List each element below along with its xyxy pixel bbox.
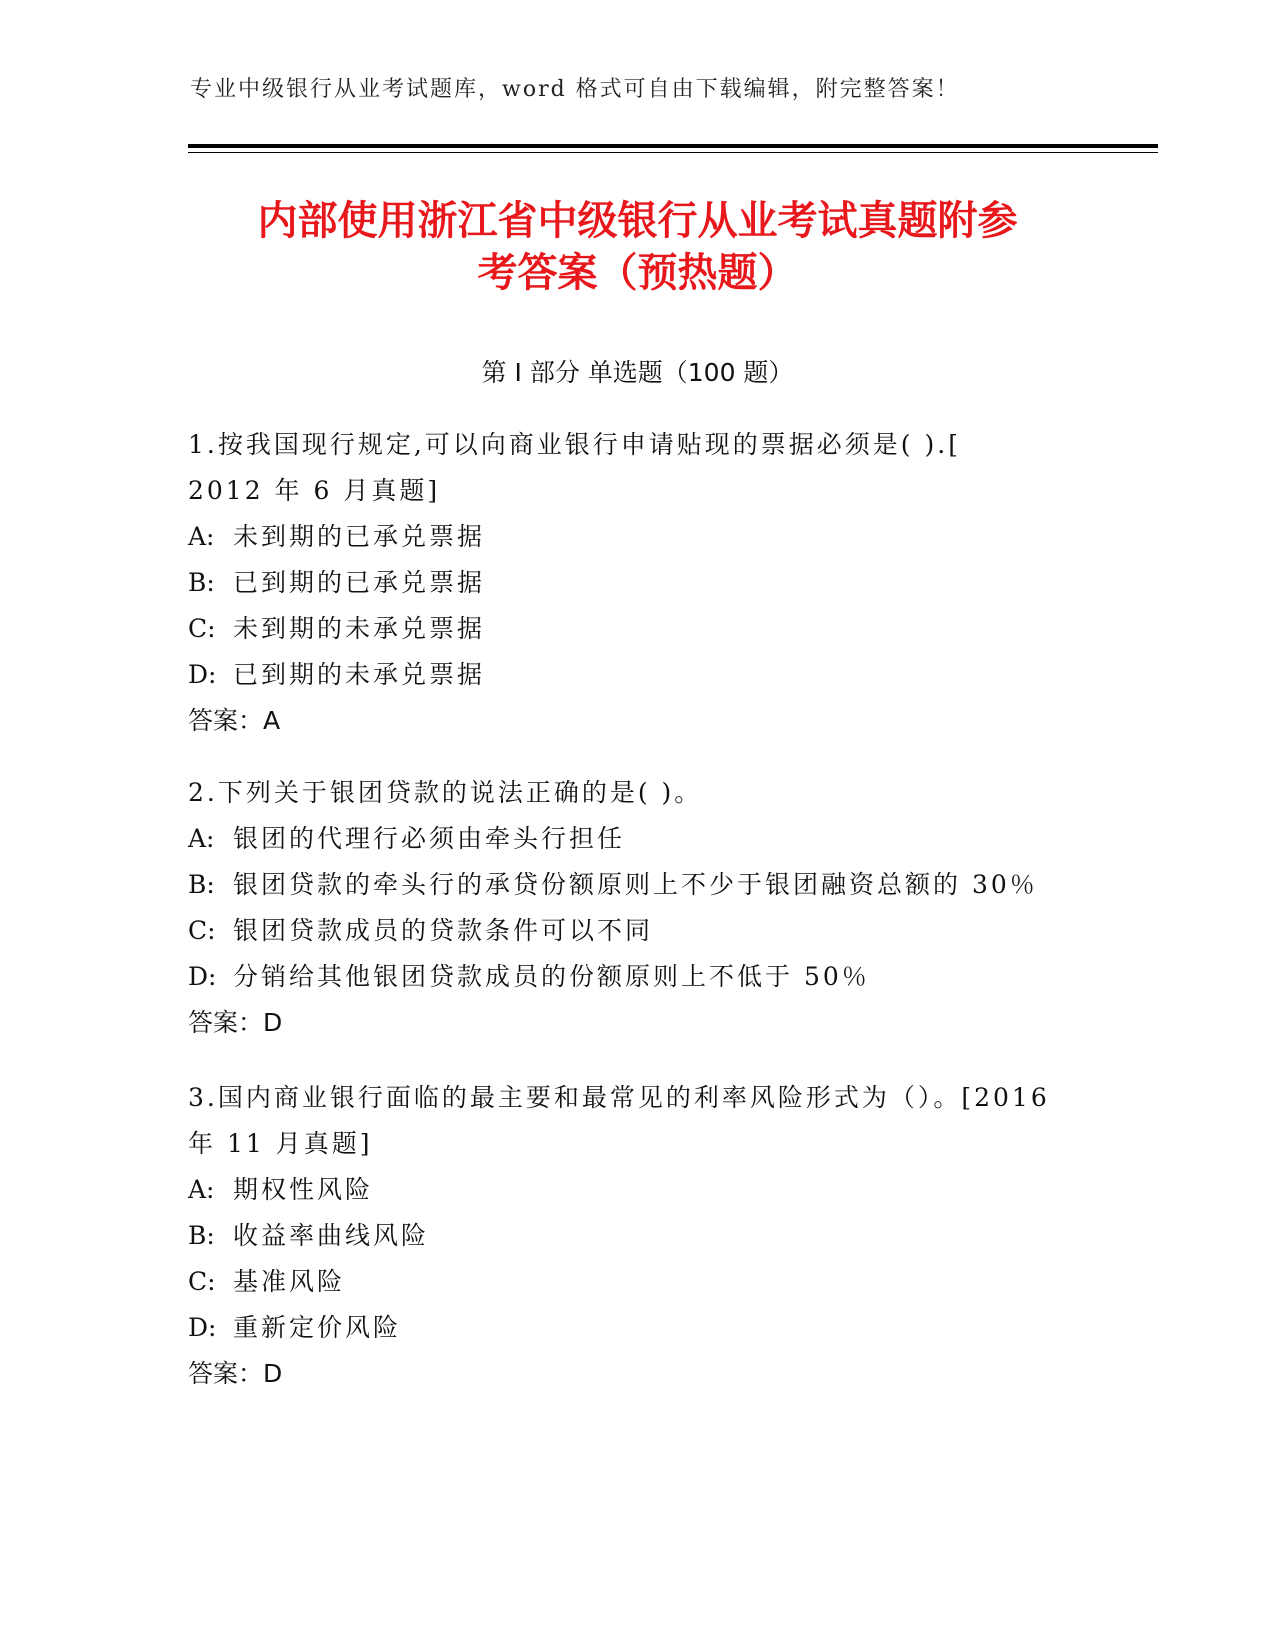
question-stem-line: 年 11 月真题]	[188, 1129, 373, 1158]
option-text: 未到期的已承兑票据	[233, 522, 486, 551]
option-text: 银团的代理行必须由牵头行担任	[233, 824, 626, 853]
option-key: C:	[188, 614, 216, 643]
document-title	[160, 195, 1115, 299]
option-text: 银团贷款成员的贷款条件可以不同	[233, 916, 654, 945]
option-d	[188, 954, 1088, 1000]
option-key: C:	[188, 1267, 216, 1296]
option-text: 基准风险	[233, 1267, 346, 1296]
answer: 答案：A	[188, 706, 281, 735]
option-key: C:	[188, 916, 216, 945]
option-a	[188, 1167, 1088, 1213]
option-key: A:	[188, 522, 215, 551]
option-key: A:	[188, 824, 215, 853]
option-key: D:	[188, 660, 217, 689]
header-divider-thick	[188, 144, 1158, 148]
option-d	[188, 1305, 1088, 1351]
option-c	[188, 1259, 1088, 1305]
question-stem-line: 1.按我国现行规定,可以向商业银行申请贴现的票据必须是( ).[	[188, 430, 961, 459]
answer: 答案：D	[188, 1359, 283, 1388]
option-text: 银团贷款的牵头行的承贷份额原则上不少于银团融资总额的 30％	[233, 870, 1038, 899]
option-key: B:	[188, 568, 215, 597]
question-2	[188, 770, 1088, 1046]
option-text: 分销给其他银团贷款成员的份额原则上不低于 50％	[233, 962, 870, 991]
option-b	[188, 1213, 1088, 1259]
option-text: 已到期的已承兑票据	[233, 568, 486, 597]
option-a	[188, 514, 1088, 560]
option-text: 收益率曲线风险	[233, 1221, 430, 1250]
option-b	[188, 862, 1088, 908]
option-key: B:	[188, 1221, 215, 1250]
option-c	[188, 908, 1088, 954]
option-key: B:	[188, 870, 215, 899]
answer: 答案：D	[188, 1008, 283, 1037]
option-text: 期权性风险	[233, 1175, 374, 1204]
question-3	[188, 1075, 1088, 1397]
option-key: D:	[188, 962, 217, 991]
document-title-line-2: 考答案（预热题）	[477, 250, 798, 296]
option-b	[188, 560, 1088, 606]
section-title: 第 I 部分 单选题（100 题）	[481, 358, 794, 387]
question-stem-line: 3.国内商业银行面临的最主要和最常见的利率风险形式为（）。[2016	[188, 1083, 1050, 1112]
option-key: A:	[188, 1175, 215, 1204]
question-1	[188, 422, 1088, 744]
option-c	[188, 606, 1088, 652]
document-title-line-1: 内部使用浙江省中级银行从业考试真题附参	[257, 198, 1018, 244]
header-note: 专业中级银行从业考试题库，word 格式可自由下载编辑，附完整答案！	[190, 77, 960, 102]
option-text: 已到期的未承兑票据	[233, 660, 486, 689]
question-stem-line: 2012 年 6 月真题]	[188, 476, 441, 505]
option-text: 未到期的未承兑票据	[233, 614, 486, 643]
question-stem-line: 2.下列关于银团贷款的说法正确的是( )。	[188, 778, 703, 807]
option-text: 重新定价风险	[233, 1313, 402, 1342]
option-a	[188, 816, 1088, 862]
header-divider-thin	[188, 152, 1158, 153]
option-key: D:	[188, 1313, 217, 1342]
option-d	[188, 652, 1088, 698]
